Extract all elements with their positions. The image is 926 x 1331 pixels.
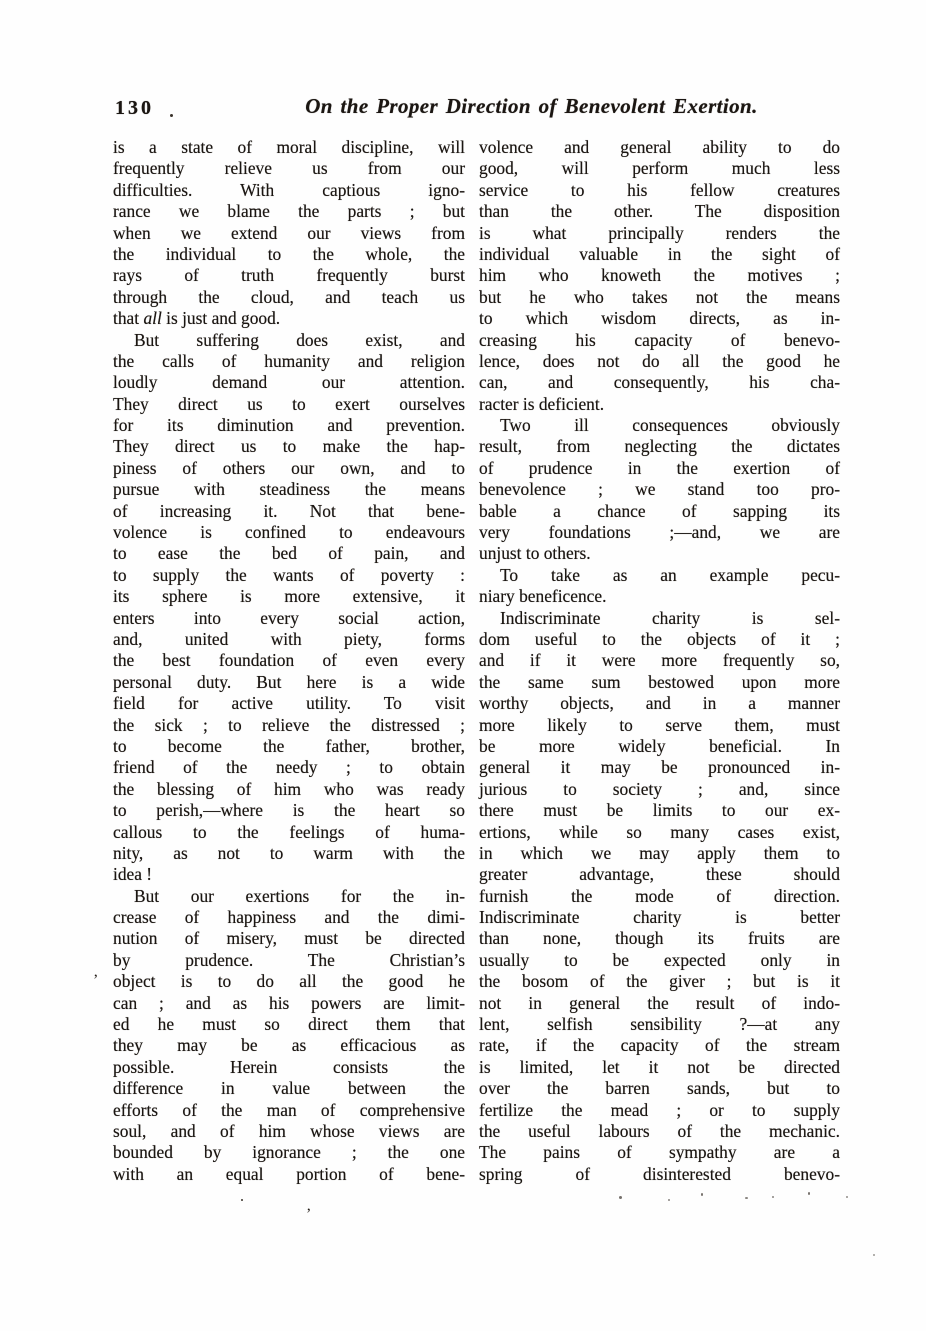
text-line: personal duty. But here is a wide: [113, 671, 465, 692]
text-line: to ease the bed of pain, and: [113, 543, 465, 564]
text-line: bable a chance of sapping its: [479, 500, 840, 521]
text-line: Indiscriminate charity is sel-: [500, 607, 840, 628]
text-line: is a state of moral discipline, will: [113, 137, 465, 157]
text-line: to supply the wants of poverty :: [113, 564, 465, 585]
column-right: [479, 137, 840, 1185]
text-line: is what principally renders the: [479, 222, 840, 243]
text-line: They direct us to make the hap-: [113, 436, 465, 457]
text-line: the blessing of him who was ready: [113, 778, 465, 799]
text-line: piness of others our own, and to: [113, 457, 465, 478]
text-line: difficulties. With captious igno-: [113, 179, 465, 200]
text-line: than the other. The disposition: [479, 201, 840, 222]
text-line: lence, does not do all the good he: [479, 350, 840, 371]
ink-speck: [846, 1196, 848, 1198]
text-line: the bosom of the giver ; but is it: [479, 971, 840, 992]
text-block: [113, 94, 840, 1185]
text-line: for its diminution and prevention.: [113, 415, 465, 436]
text-line: when we extend our views from: [113, 222, 465, 243]
page-number: 130: [115, 97, 154, 119]
text-line: unjust to others.: [479, 543, 591, 564]
text-line: idea !: [113, 864, 153, 885]
text-line: Indiscriminate charity is better: [479, 907, 840, 928]
text-line: the sick ; to relieve the distressed ;: [113, 714, 465, 735]
text-line: volence and general ability to do: [479, 137, 840, 157]
text-line: crease of happiness and the dimi-: [113, 907, 465, 928]
text-line: good, will perform much less: [479, 158, 840, 179]
text-line: rance we blame the parts ; but: [113, 201, 465, 222]
ink-speck: [241, 1199, 243, 1201]
text-line: nution of misery, must be directed: [113, 928, 465, 949]
text-line: the individual to the whole, the: [113, 243, 465, 264]
text-line: loudly demand our attention.: [113, 372, 465, 393]
text-line: and if it were more frequently so,: [479, 650, 840, 671]
running-title: On the Proper Direction of Benevolent Exertion.: [305, 94, 758, 118]
text-line: spring of disinterested benevo-: [479, 1163, 840, 1184]
text-line: frequently relieve us from our: [113, 158, 465, 179]
text-line: they may be as efficacious as: [113, 1035, 465, 1056]
text-line: its sphere is more extensive, it: [113, 586, 465, 607]
text-line: more likely to serve them, must: [479, 714, 840, 735]
text-line: that all is just and good.: [113, 308, 281, 329]
ink-speck: [170, 114, 173, 117]
stray-ink-mark: ’: [306, 1206, 312, 1223]
text-line: rate, if the capacity of the stream: [479, 1035, 840, 1056]
text-line: with an equal portion of bene-: [113, 1163, 465, 1184]
text-line: the same sum bestowed upon more: [479, 671, 840, 692]
text-line: efforts of the man of comprehensive: [113, 1099, 465, 1120]
text-line: The pains of sympathy are a: [479, 1142, 840, 1163]
text-line: bounded by ignorance ; the one: [113, 1142, 465, 1163]
text-line: friend of the needy ; to obtain: [113, 757, 465, 778]
text-line: But suffering does exist, and: [134, 329, 465, 350]
text-line: object is to do all the good he: [113, 971, 465, 992]
text-line: enters into every social action,: [113, 607, 465, 628]
text-line: greater advantage, these should: [479, 864, 840, 885]
text-line: to become the father, brother,: [113, 735, 465, 756]
text-line: To take as an example pecu-: [500, 564, 840, 585]
text-columns: [113, 137, 840, 1185]
ink-speck: [701, 1193, 703, 1196]
text-line: ertions, while so many cases exist,: [479, 821, 840, 842]
text-line: in which we may apply them to: [479, 842, 840, 863]
text-line: over the barren sands, but to: [479, 1078, 840, 1099]
text-line: nity, as not to warm with the: [113, 842, 465, 863]
text-line: worthy objects, and in a manner: [479, 693, 840, 714]
text-line: is limited, let it not be directed: [479, 1056, 840, 1077]
text-line: individual valuable in the sight of: [479, 243, 840, 264]
text-line: niary beneficence.: [479, 586, 607, 607]
text-line: jurious to society ; and, since: [479, 778, 840, 799]
text-line: rays of truth frequently burst: [113, 265, 465, 286]
ink-speck: [668, 1199, 670, 1201]
text-line: furnish the mode of direction.: [479, 885, 840, 906]
text-line: of increasing it. Not that bene-: [113, 500, 465, 521]
text-line: and, united with piety, forms: [113, 628, 465, 649]
text-line: They direct us to exert ourselves: [113, 393, 465, 414]
ink-speck: [808, 1192, 810, 1195]
text-line: result, from neglecting the dictates: [479, 436, 840, 457]
ink-speck: [873, 1254, 875, 1256]
text-line: the useful labours of the mechanic.: [479, 1120, 840, 1141]
text-line: there must be limits to our ex-: [479, 800, 840, 821]
text-line: usually to be expected only in: [479, 949, 840, 970]
text-line: through the cloud, and teach us: [113, 286, 465, 307]
text-line: very foundations ;—and, we are: [479, 522, 840, 543]
text-line: possible. Herein consists the: [113, 1056, 465, 1077]
text-line: difference in value between the: [113, 1078, 465, 1099]
text-line: Two ill consequences obviously: [500, 415, 840, 436]
column-left: [113, 137, 465, 1185]
text-line: ed he must so direct them that: [113, 1014, 465, 1035]
text-line: soul, and of him whose views are: [113, 1120, 465, 1141]
ink-speck: [745, 1197, 748, 1199]
text-line: of prudence in the exertion of: [479, 457, 840, 478]
text-line: the best foundation of even every: [113, 650, 465, 671]
text-line: be more widely beneficial. In: [479, 735, 840, 756]
text-line: by prudence. The Christian’s: [113, 949, 465, 970]
text-line: not in general the result of indo-: [479, 992, 840, 1013]
text-line: fertilize the mead ; or to supply: [479, 1099, 840, 1120]
text-line: can, and consequently, his cha-: [479, 372, 840, 393]
text-line: lent, selfish sensibility ?—at any: [479, 1014, 840, 1035]
text-line: dom useful to the objects of it ;: [479, 628, 840, 649]
text-line: service to his fellow creatures: [479, 179, 840, 200]
text-line: but he who takes not the means: [479, 286, 840, 307]
ink-speck: [772, 1196, 774, 1198]
text-line: general it may be pronounced in-: [479, 757, 840, 778]
text-line: creasing his capacity of benevo-: [479, 329, 840, 350]
text-line: volence is confined to endeavours: [113, 522, 465, 543]
text-line: than none, though its fruits are: [479, 928, 840, 949]
text-line: can ; and as his powers are limit-: [113, 992, 465, 1013]
text-line: the calls of humanity and religion: [113, 350, 465, 371]
text-line: him who knoweth the motives ;: [479, 265, 840, 286]
text-line: field for active utility. To visit: [113, 693, 465, 714]
text-line: pursue with steadiness the means: [113, 479, 465, 500]
running-header: [113, 94, 840, 124]
text-line: racter is deficient.: [479, 393, 605, 414]
text-line: But our exertions for the in-: [134, 885, 465, 906]
text-line: to which wisdom directs, as in-: [479, 308, 840, 329]
ink-speck: [619, 1196, 622, 1199]
text-line: to perish,—where is the heart so: [113, 800, 465, 821]
margin-ink-mark: ’: [93, 972, 99, 989]
text-line: callous to the feelings of huma-: [113, 821, 465, 842]
text-line: benevolence ; we stand too pro-: [479, 479, 840, 500]
